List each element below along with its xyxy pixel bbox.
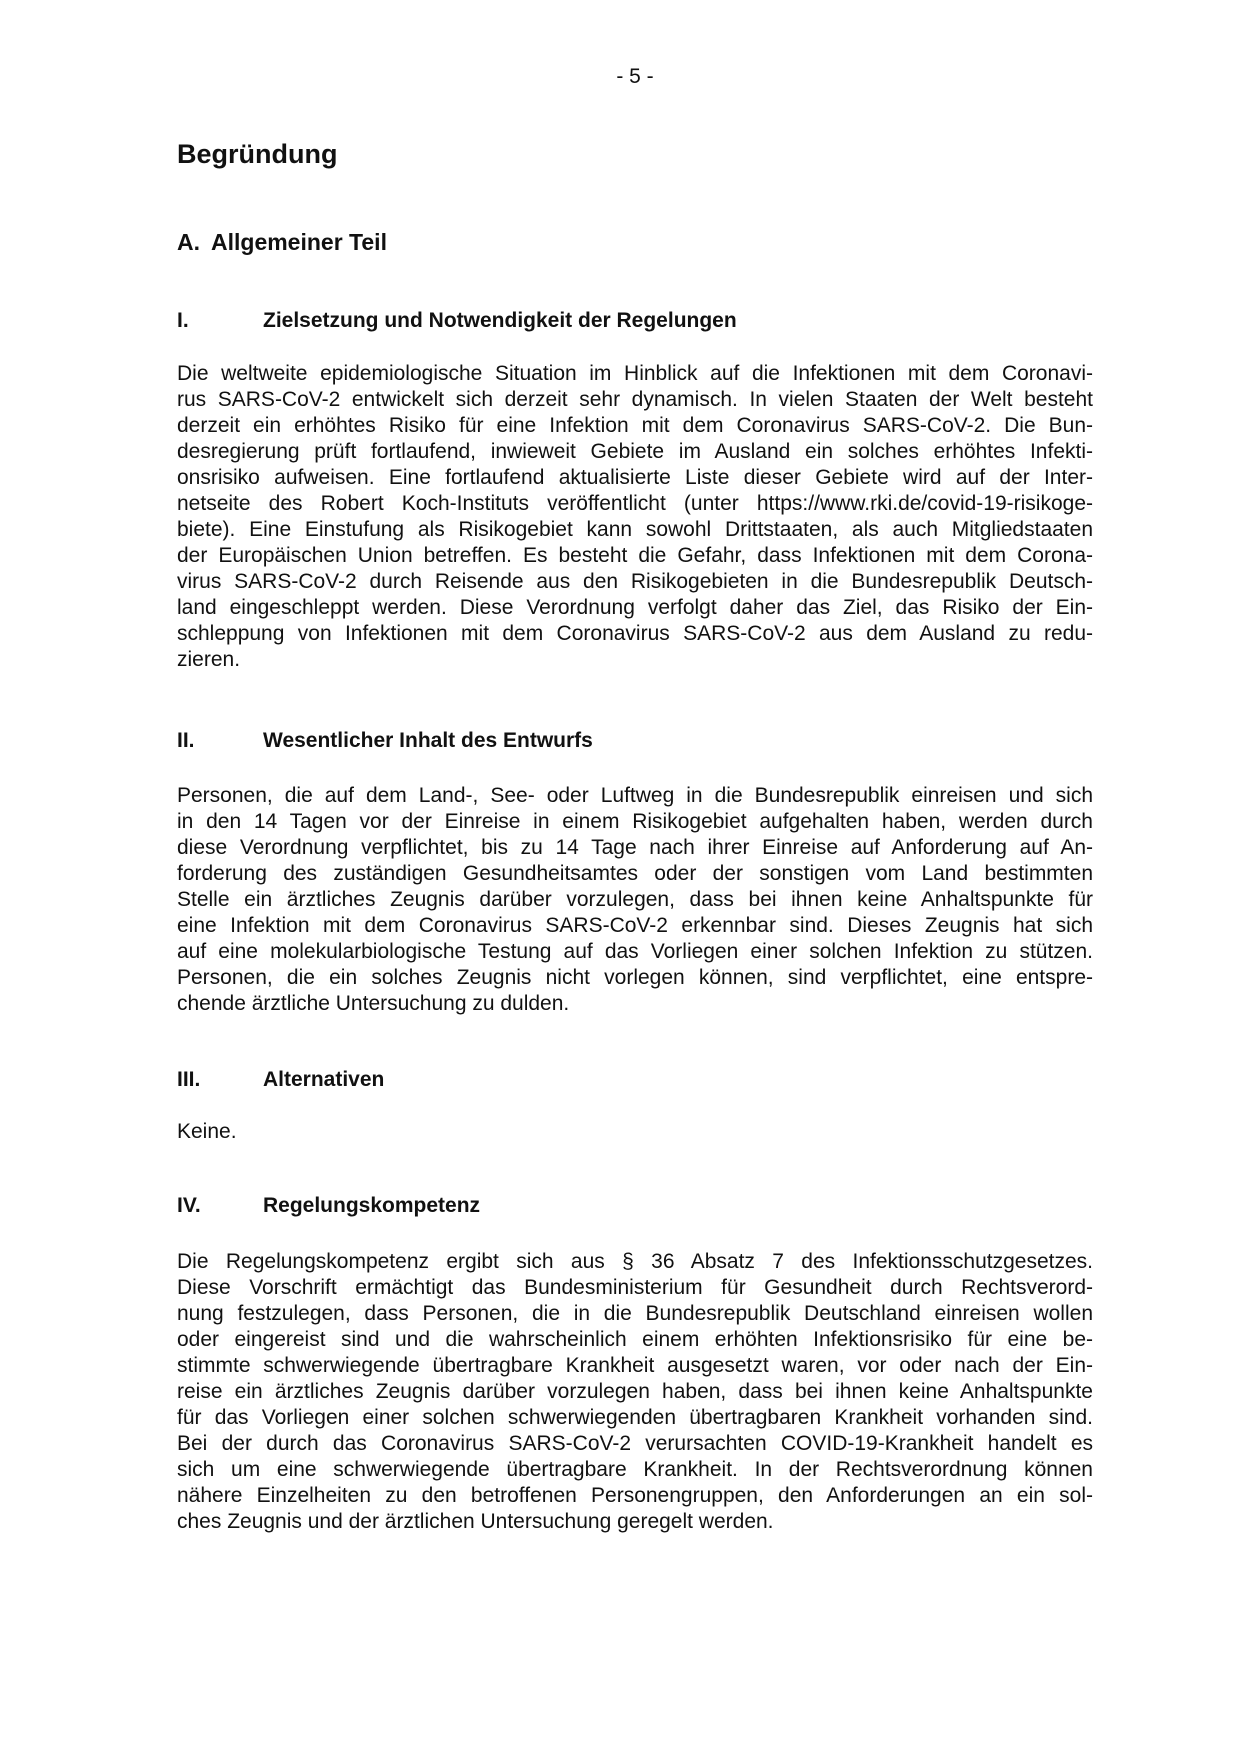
page-number: - 5 - xyxy=(616,65,654,88)
text-line: Die weltweite epidemiologische Situation im Hinblick auf die Infektionen mit dem Coronavi- xyxy=(177,362,1093,385)
text-line: netseite des Robert Koch-Instituts veröffentlicht (unter https://www.rki.de/covid-19-risikoge- xyxy=(177,492,1093,515)
text-line: schleppung von Infektionen mit dem Coronavirus SARS-CoV-2 aus dem Ausland zu redu- xyxy=(177,622,1093,645)
text-line: Diese Vorschrift ermächtigt das Bundesministerium für Gesundheit durch Rechtsverord- xyxy=(177,1276,1093,1299)
section-title: Wesentlicher Inhalt des Entwurfs xyxy=(263,729,593,752)
text-line: nähere Einzelheiten zu den betroffenen Personengruppen, den Anforderungen an ein sol- xyxy=(177,1484,1093,1507)
section-heading-1 xyxy=(177,308,1093,334)
section-heading-3 xyxy=(177,1067,1093,1093)
text-line: rus SARS-CoV-2 entwickelt sich derzeit sehr dynamisch. In vielen Staaten der Welt besteht xyxy=(177,388,1093,411)
text-line: der Europäischen Union betreffen. Es besteht die Gefahr, dass Infektionen mit dem Corona- xyxy=(177,544,1093,567)
section-paragraph-3 xyxy=(177,1119,1093,1145)
text-line: Bei der durch das Coronavirus SARS-CoV-2 verursachten COVID-19-Krankheit handelt es xyxy=(177,1432,1093,1455)
document-content xyxy=(177,64,1093,1535)
section-paragraph-1 xyxy=(177,361,1093,673)
text-line: für das Vorliegen einer solchen schwerwiegenden übertragbaren Krankheit vorhanden sind. xyxy=(177,1406,1093,1429)
text-line: Keine. xyxy=(177,1120,237,1143)
section-heading-2 xyxy=(177,728,1093,754)
text-line: chende ärztliche Untersuchung zu dulden. xyxy=(177,992,570,1015)
document-title: Begründung xyxy=(177,139,338,169)
section-title: Regelungskompetenz xyxy=(263,1194,481,1217)
section-title: Alternativen xyxy=(263,1068,385,1091)
text-line: auf eine molekularbiologische Testung auf das Vorliegen einer solchen Infektion zu stützen. xyxy=(177,940,1093,963)
part-heading xyxy=(177,229,1093,256)
section-number: I. xyxy=(177,309,189,332)
text-line: Stelle ein ärztliches Zeugnis darüber vorzulegen, dass bei ihnen keine Anhaltspunkte für xyxy=(177,888,1093,911)
section-number: IV. xyxy=(177,1194,201,1217)
text-line: stimmte schwerwiegende übertragbare Krankheit ausgesetzt waren, vor oder nach der Ein- xyxy=(177,1354,1093,1377)
text-line: eine Infektion mit dem Coronavirus SARS-CoV-2 erkennbar sind. Dieses Zeugnis hat sich xyxy=(177,914,1093,937)
section-paragraph-2 xyxy=(177,783,1093,1017)
section-number: II. xyxy=(177,729,195,752)
text-line: forderung des zuständigen Gesundheitsamtes oder der sonstigen vom Land bestimmten xyxy=(177,862,1093,885)
text-line: desregierung prüft fortlaufend, inwieweit Gebiete im Ausland ein solches erhöhtes Infekti- xyxy=(177,440,1093,463)
text-line: reise ein ärztliches Zeugnis darüber vorzulegen haben, dass bei ihnen keine Anhaltspunkte xyxy=(177,1380,1093,1403)
text-line: biete). Eine Einstufung als Risikogebiet kann sowohl Drittstaaten, als auch Mitgliedstaaten xyxy=(177,518,1093,541)
text-line: oder eingereist sind und die wahrscheinlich einem erhöhten Infektionsrisiko für eine be- xyxy=(177,1328,1093,1351)
text-line: derzeit ein erhöhtes Risiko für eine Infektion mit dem Coronavirus SARS-CoV-2. Die Bun- xyxy=(177,414,1093,437)
text-line: in den 14 Tagen vor der Einreise in einem Risikogebiet aufgehalten haben, werden durch xyxy=(177,810,1093,833)
text-line: onsrisiko aufweisen. Eine fortlaufend aktualisierte Liste dieser Gebiete wird auf der Inter- xyxy=(177,466,1093,489)
text-line: Personen, die ein solches Zeugnis nicht vorlegen können, sind verpflichtet, eine entspre- xyxy=(177,966,1093,989)
text-line: zieren. xyxy=(177,648,241,671)
text-line: virus SARS-CoV-2 durch Reisende aus den Risikogebieten in die Bundesrepublik Deutsch- xyxy=(177,570,1093,593)
text-line: ches Zeugnis und der ärztlichen Untersuchung geregelt werden. xyxy=(177,1510,774,1533)
section-heading-4 xyxy=(177,1193,1093,1219)
text-line: nung festzulegen, dass Personen, die in die Bundesrepublik Deutschland einreisen wollen xyxy=(177,1302,1093,1325)
part-heading-text: Allgemeiner Teil xyxy=(211,229,387,255)
text-line: sich um eine schwerwiegende übertragbare Krankheit. In der Rechtsverordnung können xyxy=(177,1458,1093,1481)
text-line: land eingeschleppt werden. Diese Verordnung verfolgt daher das Ziel, das Risiko der Ein- xyxy=(177,596,1093,619)
section-paragraph-4 xyxy=(177,1249,1093,1535)
text-line: diese Verordnung verpflichtet, bis zu 14 Tage nach ihrer Einreise auf Anforderung auf An- xyxy=(177,836,1093,859)
part-heading-number: A. xyxy=(177,229,200,255)
section-title: Zielsetzung und Notwendigkeit der Regelungen xyxy=(263,309,737,332)
section-number: III. xyxy=(177,1068,201,1091)
text-line: Die Regelungskompetenz ergibt sich aus § 36 Absatz 7 des Infektionsschutzgesetzes. xyxy=(177,1250,1093,1273)
text-line: Personen, die auf dem Land-, See- oder Luftweg in die Bundesrepublik einreisen und sich xyxy=(177,784,1093,807)
